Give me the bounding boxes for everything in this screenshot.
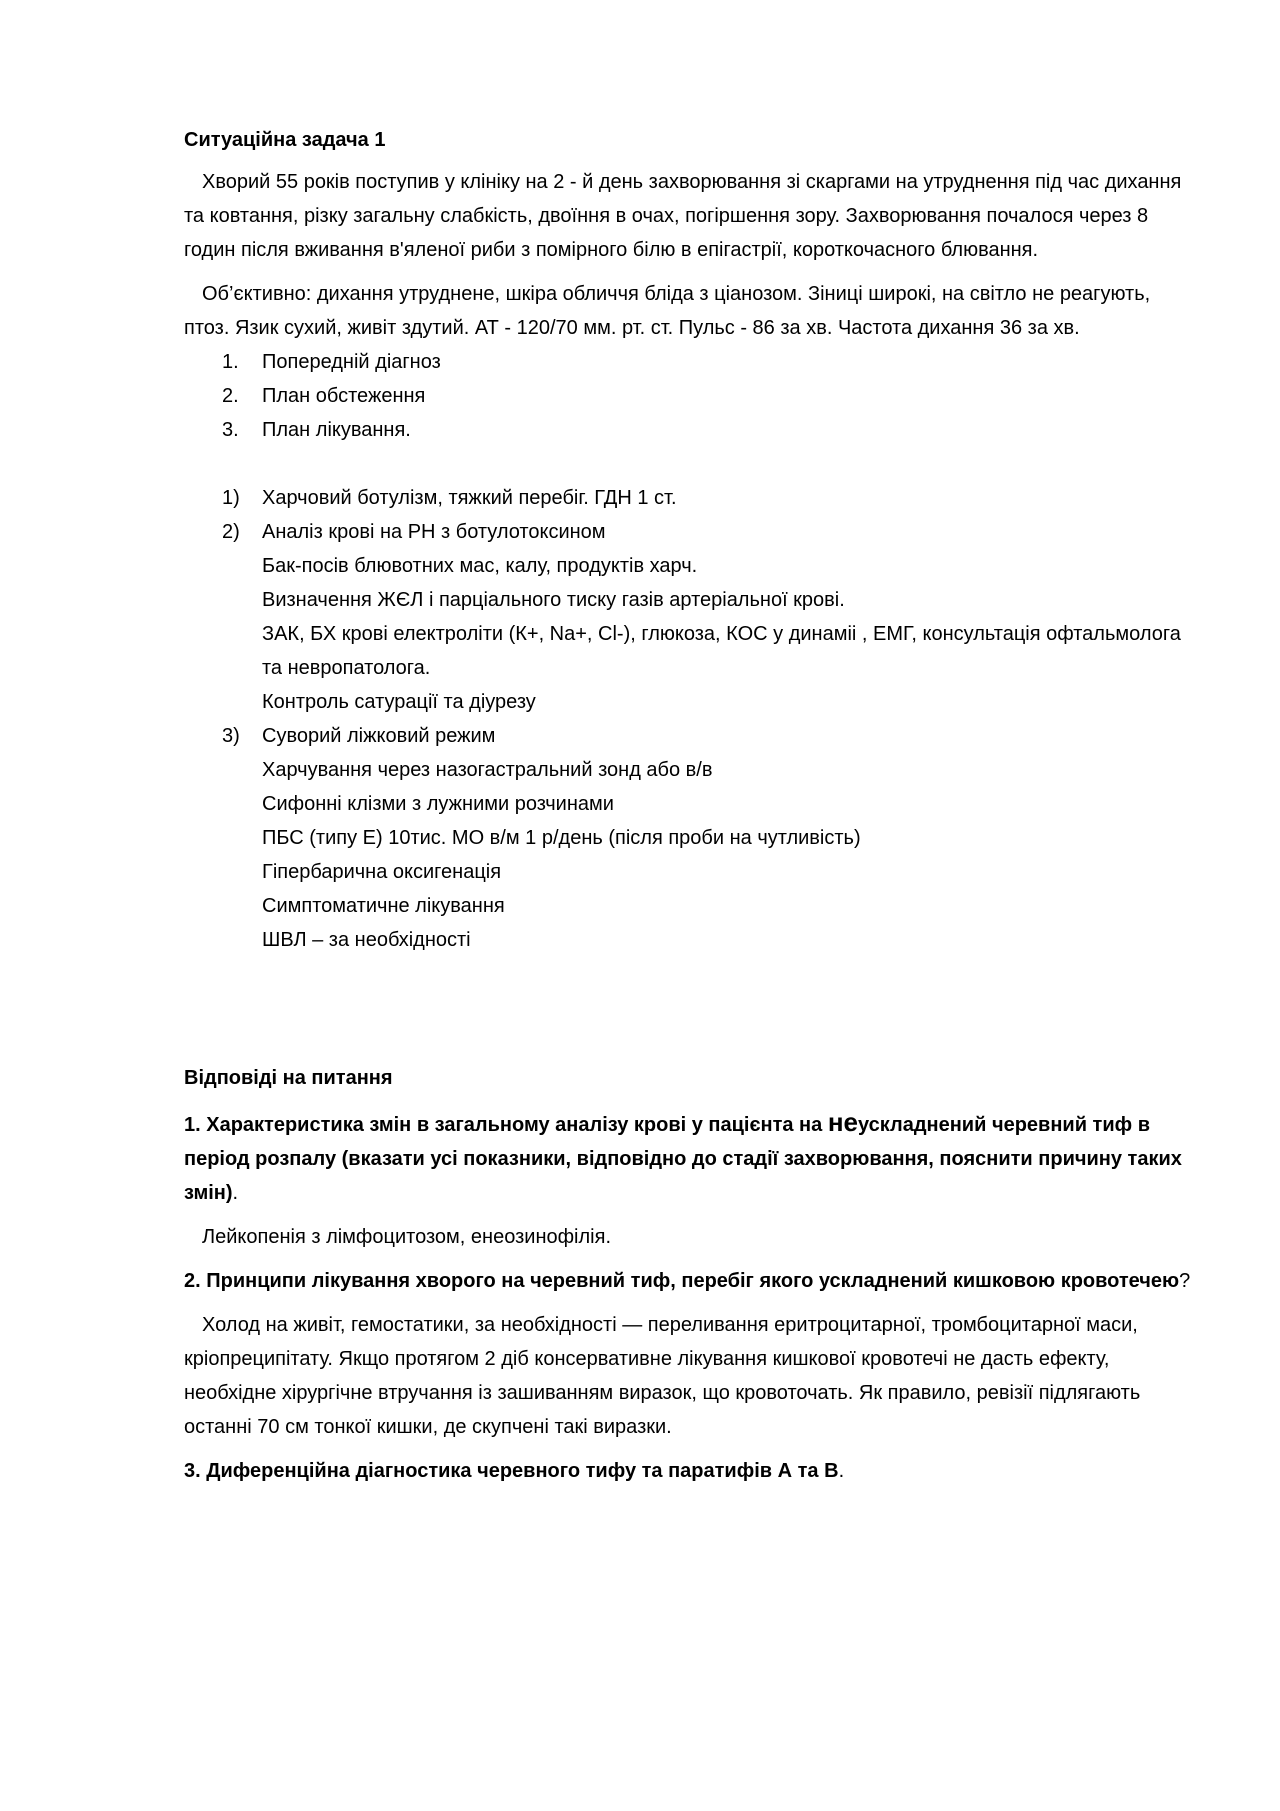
list-item-text: Попередній діагноз <box>262 351 441 373</box>
task-question <box>184 413 1194 447</box>
answer-line: Бак-посів блювотних мас, калу, продуктів харч. <box>262 555 698 577</box>
question-1 <box>184 1105 1194 1210</box>
answer-line: Симптоматичне лікування <box>262 895 505 917</box>
list-number: 2) <box>222 521 240 543</box>
question-2-end: ? <box>1179 1270 1191 1292</box>
question-1-suffix: ускладнений черевний тиф в період розпалу (вказати усі показники, відповідно до стадії захворювання, пояснити причину таких змін) <box>184 1114 1182 1204</box>
answer-line: Суворий ліжковий режим <box>262 725 496 747</box>
question-1-end: . <box>232 1182 239 1204</box>
answers-section-title: Відповіді на питання <box>184 1067 393 1089</box>
answer-line: ШВЛ – за необхідності <box>262 929 471 951</box>
task-question <box>184 345 1194 379</box>
list-item-text: План лікування. <box>262 419 411 441</box>
answer-line: Аналіз крові на РН з ботулотоксином <box>262 521 606 543</box>
question-3-text: 3. Диференційна діагностика черевного тифу та паратифів А та В <box>184 1460 839 1482</box>
document-content <box>184 123 1194 1498</box>
task-title: Ситуаційна задача 1 <box>184 129 386 151</box>
answer-line: ЗАК, БХ крові електроліти (К+, Na+, Cl-), глюкоза, КОС у динаміі , ЕМГ, консультація офтальмолога та невропатолога. <box>262 623 1181 679</box>
list-number: 2. <box>222 385 239 407</box>
list-number: 1. <box>222 351 239 373</box>
task-answer-diagnosis <box>184 481 1194 515</box>
answer-line: Контроль сатурації та діурезу <box>262 691 536 713</box>
list-number: 1) <box>222 487 240 509</box>
task-questions-list <box>184 345 1194 447</box>
question-1-emphasis: не <box>827 1107 858 1137</box>
question-3-end: . <box>838 1460 845 1482</box>
list-item-text: План обстеження <box>262 385 426 407</box>
task-answer-treatment <box>184 719 1194 957</box>
answer-2: Холод на живіт, гемостатики, за необхідності — переливання еритроцитарної, тромбоцитарної маси, кріопреципітату. Якщо протягом 2 діб консервативне лікування кишкової кровотечі не дасть ефекту, необхідне хірургічне втручання із зашиванням виразок, що кровоточать. Як правило, ревізії підлягають останні 70 см тонкої кишки, де скупчені такі виразки. <box>184 1314 1141 1438</box>
answer-line: Гіпербарична оксигенація <box>262 861 502 883</box>
question-3 <box>184 1454 1194 1488</box>
task-answer-examination <box>184 515 1194 719</box>
task-answers-list <box>184 481 1194 957</box>
answer-line: Харчовий ботулізм, тяжкий перебіг. ГДН 1 ст. <box>262 487 677 509</box>
task-complaints-paragraph: Хворий 55 років поступив у клініку на 2 - й день захворювання зі скаргами на утруднення під час дихання та ковтання, різку загальну слабкість, двоїння в очах, погіршення зору. Захворювання почалося через 8 годин після вживання в'яленої риби з помірного білю в епігастрії, короткочасного блювання. <box>184 171 1182 261</box>
answer-line: Визначення ЖЄЛ і парціального тиску газів артеріальної крові. <box>262 589 845 611</box>
answer-line: ПБС (типу Е) 10тис. МО в/м 1 р/день (після проби на чутливість) <box>262 827 861 849</box>
list-number: 3. <box>222 419 239 441</box>
task-question <box>184 379 1194 413</box>
answer-1: Лейкопенія з лімфоцитозом, енеозинофілія. <box>202 1226 612 1248</box>
list-number: 3) <box>222 725 240 747</box>
question-2-text: 2. Принципи лікування хворого на черевний тиф, перебіг якого ускладнений кишковою кровотечею <box>184 1270 1180 1292</box>
answer-line: Сифонні клізми з лужними розчинами <box>262 793 614 815</box>
answer-line: Харчування через назогастральний зонд або в/в <box>262 759 713 781</box>
task-objective-paragraph: Об’єктивно: дихання утруднене, шкіра обличчя бліда з ціанозом. Зіниці широкі, на світло не реагують, птоз. Язик сухий, живіт здутий. АТ - 120/70 мм. рт. ст. Пульс - 86 за хв. Частота дихання 36 за хв. <box>184 283 1151 339</box>
question-2 <box>184 1264 1194 1298</box>
question-1-prefix: 1. Характеристика змін в загальному аналізу крові у пацієнта на <box>184 1114 828 1136</box>
